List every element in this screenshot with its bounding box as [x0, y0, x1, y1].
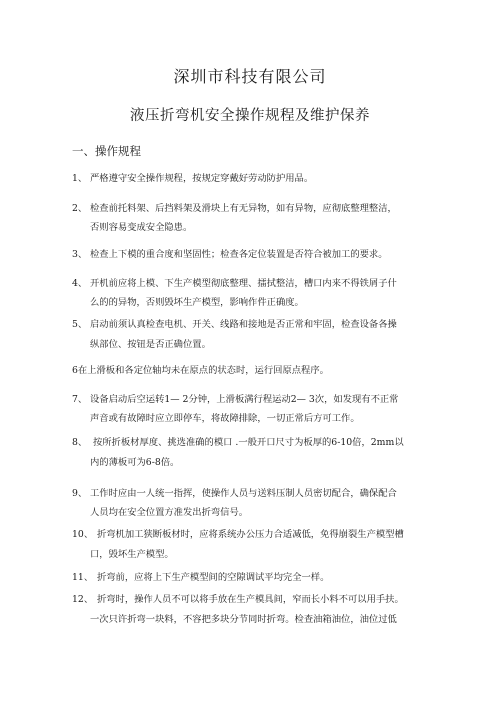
rule-line: 11、 折弯前，应将上下生产模型间的空隙调试平均完全一样。 [72, 572, 330, 583]
section-heading: 一、操作规程 [72, 144, 141, 158]
rule-line-continuation: 人员均在安全位置方准发出折弯信号。 [90, 507, 249, 518]
rule-line: 6在上滑板和各定位轴均未在原点的状态时，运行回原点程序。 [72, 365, 329, 376]
rule-line: 5、 启动前须认真检查电机、开关、线路和接地是否正常和牢固，检查设备各操 [72, 319, 397, 330]
company-name: 深圳市科技有限公司 [173, 67, 327, 86]
rule-line-continuation: 一次只许折弯一块料，不容把多块分节同时折弯。检查油箱油位，油位过低 [90, 614, 397, 625]
rule-line: 9、 工作时应由一人统一指挥，使操作人员与送料压制人员密切配合，确保配合 [72, 488, 397, 499]
rule-line: 10、 折弯机加工狭断板材时，应将系统办公压力合适减低，免得崩裂生产模型槽 [72, 529, 404, 540]
rule-line-continuation: 口，毁坏生产模型。 [90, 549, 174, 560]
rule-line: 4、 开机前应将上模、下生产模型彻底整理、擂拭整洁，槽口内来不得铁屑子什 [72, 278, 397, 289]
rule-line: 8、 按所折板材厚度、挑选准确的模口 .一般开口尺寸为板厚的6-10倍，2mm以 [72, 437, 404, 448]
rule-line: 2、 检查前托料架、后挡料架及滑块上有无异物，如有异物，应彻底整理整洁， [72, 203, 397, 214]
document-title: 液压折弯机安全操作规程及维护保养 [130, 108, 370, 124]
rule-line: 3、 检查上下模的重合度和坚固性；检查各定位装置是否符合被加工的要求。 [72, 249, 388, 260]
rule-line-continuation: 否则容易变成安全隐患。 [90, 222, 193, 233]
rule-line: 1、 严格遵守安全操作规程，按规定穿戴好劳动防护用品。 [72, 173, 314, 184]
rule-line-continuation: 内的薄板可为6-8倍。 [90, 457, 180, 468]
rule-line: 12、 折弯时，操作人员不可以将手放在生产模具间，窄而长小料不可以用手扶。 [72, 594, 404, 605]
rule-line-continuation: 纵部位、按钮是否正确位置。 [90, 339, 211, 350]
rule-line-continuation: 声音或有故障时应立即停车，将故障排除，一切正常后方可工作。 [90, 413, 360, 424]
rule-line: 7、 设备启动后空运转1— 2分钟，上滑板满行程运动2— 3次，如发现有不正常 [72, 394, 399, 405]
rule-line-continuation: 么的的异物，否则毁坏生产模型，影响作件正确度。 [90, 297, 304, 308]
